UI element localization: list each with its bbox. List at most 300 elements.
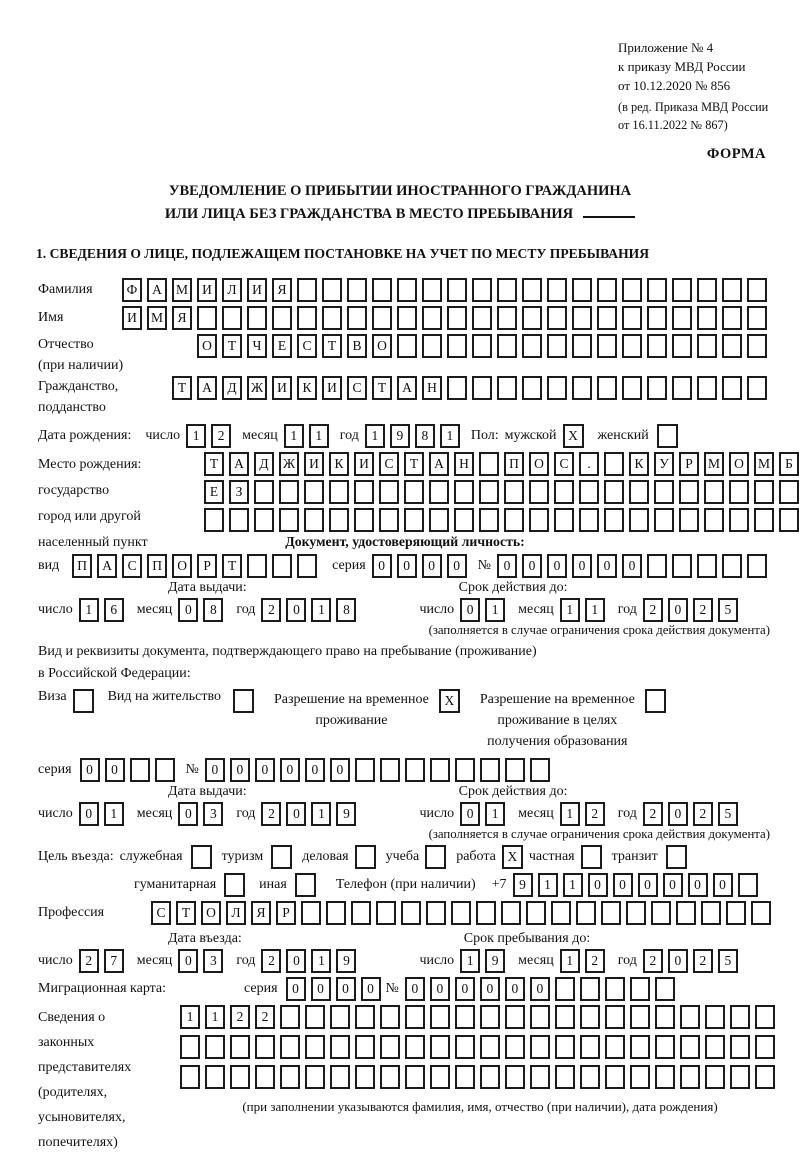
- char-cell[interactable]: [329, 508, 349, 532]
- char-cell[interactable]: [601, 901, 621, 925]
- char-cell[interactable]: Р: [197, 554, 217, 578]
- char-cell[interactable]: 0: [572, 554, 592, 578]
- char-cell[interactable]: Е: [272, 334, 292, 358]
- char-cell[interactable]: И: [322, 376, 342, 400]
- char-cell[interactable]: [554, 480, 574, 504]
- char-cell[interactable]: [472, 376, 492, 400]
- char-cell[interactable]: [655, 1035, 675, 1059]
- char-cell[interactable]: [422, 334, 442, 358]
- char-cell[interactable]: [130, 758, 150, 782]
- char-cell[interactable]: [529, 508, 549, 532]
- char-cell[interactable]: [326, 901, 346, 925]
- char-cell[interactable]: У: [654, 452, 674, 476]
- char-cell[interactable]: [501, 901, 521, 925]
- char-cell[interactable]: С: [347, 376, 367, 400]
- char-cell[interactable]: 0: [178, 598, 198, 622]
- char-cell[interactable]: [429, 508, 449, 532]
- char-cell[interactable]: [522, 306, 542, 330]
- char-cell[interactable]: [447, 278, 467, 302]
- char-cell[interactable]: [755, 1065, 775, 1089]
- char-cell[interactable]: 0: [286, 802, 306, 826]
- char-cell[interactable]: [304, 508, 324, 532]
- char-cell[interactable]: [555, 1035, 575, 1059]
- char-cell[interactable]: И: [272, 376, 292, 400]
- char-cell[interactable]: [479, 452, 499, 476]
- char-cell[interactable]: 1: [180, 1005, 200, 1029]
- char-cell[interactable]: [430, 1035, 450, 1059]
- char-cell[interactable]: [572, 334, 592, 358]
- char-cell[interactable]: [401, 901, 421, 925]
- char-cell[interactable]: [279, 508, 299, 532]
- char-cell[interactable]: [405, 1005, 425, 1029]
- char-cell[interactable]: Т: [322, 334, 342, 358]
- char-cell[interactable]: 0: [447, 554, 467, 578]
- char-cell[interactable]: [355, 1035, 375, 1059]
- char-cell[interactable]: 9: [485, 949, 505, 973]
- char-cell[interactable]: [429, 480, 449, 504]
- char-cell[interactable]: [447, 376, 467, 400]
- char-cell[interactable]: 2: [255, 1005, 275, 1029]
- char-cell[interactable]: [372, 278, 392, 302]
- char-cell[interactable]: [254, 480, 274, 504]
- char-cell[interactable]: 2: [79, 949, 99, 973]
- char-cell[interactable]: Я: [172, 306, 192, 330]
- char-cell[interactable]: 1: [485, 802, 505, 826]
- char-cell[interactable]: [279, 480, 299, 504]
- char-cell[interactable]: 3: [203, 802, 223, 826]
- char-cell[interactable]: [626, 901, 646, 925]
- char-cell[interactable]: 2: [585, 802, 605, 826]
- char-cell[interactable]: [576, 901, 596, 925]
- char-cell[interactable]: [747, 278, 767, 302]
- char-cell[interactable]: 9: [513, 873, 533, 897]
- char-cell[interactable]: [205, 1035, 225, 1059]
- char-cell[interactable]: 5: [718, 598, 738, 622]
- char-cell[interactable]: 0: [405, 977, 425, 1001]
- char-cell[interactable]: [547, 334, 567, 358]
- char-cell[interactable]: [672, 376, 692, 400]
- char-cell[interactable]: [522, 334, 542, 358]
- char-cell[interactable]: Д: [222, 376, 242, 400]
- char-cell[interactable]: [430, 1065, 450, 1089]
- char-cell[interactable]: [247, 306, 267, 330]
- char-cell[interactable]: 0: [311, 977, 331, 1001]
- char-cell[interactable]: [454, 480, 474, 504]
- char-cell[interactable]: [354, 480, 374, 504]
- char-cell[interactable]: 3: [203, 949, 223, 973]
- char-cell[interactable]: 0: [336, 977, 356, 1001]
- char-cell[interactable]: [630, 1035, 650, 1059]
- char-cell[interactable]: С: [379, 452, 399, 476]
- char-cell[interactable]: 0: [668, 598, 688, 622]
- char-cell[interactable]: 1: [560, 802, 580, 826]
- char-cell[interactable]: 0: [547, 554, 567, 578]
- char-cell[interactable]: [705, 1005, 725, 1029]
- char-cell[interactable]: [572, 278, 592, 302]
- char-cell[interactable]: [722, 376, 742, 400]
- char-cell[interactable]: [472, 278, 492, 302]
- char-cell[interactable]: Т: [404, 452, 424, 476]
- char-cell[interactable]: [579, 480, 599, 504]
- char-cell[interactable]: А: [147, 278, 167, 302]
- char-cell[interactable]: [722, 306, 742, 330]
- char-cell[interactable]: 9: [336, 802, 356, 826]
- purpose-business-checkbox[interactable]: [355, 845, 376, 869]
- char-cell[interactable]: [380, 1065, 400, 1089]
- char-cell[interactable]: 0: [372, 554, 392, 578]
- char-cell[interactable]: 1: [538, 873, 558, 897]
- char-cell[interactable]: [629, 480, 649, 504]
- char-cell[interactable]: [655, 977, 675, 1001]
- char-cell[interactable]: [605, 1005, 625, 1029]
- char-cell[interactable]: [205, 1065, 225, 1089]
- char-cell[interactable]: [651, 901, 671, 925]
- char-cell[interactable]: [751, 901, 771, 925]
- char-cell[interactable]: 0: [330, 758, 350, 782]
- char-cell[interactable]: [505, 1065, 525, 1089]
- char-cell[interactable]: [697, 376, 717, 400]
- char-cell[interactable]: [505, 1035, 525, 1059]
- char-cell[interactable]: [747, 334, 767, 358]
- char-cell[interactable]: 2: [693, 802, 713, 826]
- char-cell[interactable]: Б: [779, 452, 799, 476]
- char-cell[interactable]: [272, 306, 292, 330]
- char-cell[interactable]: Ж: [279, 452, 299, 476]
- char-cell[interactable]: [422, 278, 442, 302]
- char-cell[interactable]: 0: [105, 758, 125, 782]
- char-cell[interactable]: [747, 306, 767, 330]
- char-cell[interactable]: [679, 480, 699, 504]
- char-cell[interactable]: [551, 901, 571, 925]
- char-cell[interactable]: [347, 278, 367, 302]
- char-cell[interactable]: [480, 1065, 500, 1089]
- char-cell[interactable]: О: [729, 452, 749, 476]
- char-cell[interactable]: 9: [336, 949, 356, 973]
- char-cell[interactable]: М: [704, 452, 724, 476]
- char-cell[interactable]: 2: [693, 949, 713, 973]
- char-cell[interactable]: [729, 508, 749, 532]
- char-cell[interactable]: [630, 1005, 650, 1029]
- char-cell[interactable]: [655, 1005, 675, 1029]
- char-cell[interactable]: П: [147, 554, 167, 578]
- char-cell[interactable]: [629, 508, 649, 532]
- purpose-official-checkbox[interactable]: [191, 845, 212, 869]
- char-cell[interactable]: [679, 508, 699, 532]
- char-cell[interactable]: 2: [585, 949, 605, 973]
- char-cell[interactable]: [680, 1005, 700, 1029]
- char-cell[interactable]: М: [147, 306, 167, 330]
- char-cell[interactable]: Е: [204, 480, 224, 504]
- char-cell[interactable]: 8: [415, 424, 435, 448]
- purpose-work-checkbox[interactable]: X: [502, 845, 523, 869]
- char-cell[interactable]: [322, 306, 342, 330]
- purpose-tourism-checkbox[interactable]: [271, 845, 292, 869]
- char-cell[interactable]: [672, 554, 692, 578]
- char-cell[interactable]: [530, 1065, 550, 1089]
- char-cell[interactable]: [304, 480, 324, 504]
- char-cell[interactable]: З: [229, 480, 249, 504]
- char-cell[interactable]: 1: [585, 598, 605, 622]
- char-cell[interactable]: [730, 1005, 750, 1029]
- char-cell[interactable]: [422, 306, 442, 330]
- char-cell[interactable]: [597, 306, 617, 330]
- char-cell[interactable]: 1: [205, 1005, 225, 1029]
- char-cell[interactable]: 1: [79, 598, 99, 622]
- char-cell[interactable]: 0: [80, 758, 100, 782]
- char-cell[interactable]: [272, 554, 292, 578]
- char-cell[interactable]: [604, 480, 624, 504]
- char-cell[interactable]: 0: [505, 977, 525, 1001]
- char-cell[interactable]: А: [97, 554, 117, 578]
- char-cell[interactable]: [455, 1035, 475, 1059]
- temp-permit-checkbox[interactable]: X: [439, 689, 460, 713]
- char-cell[interactable]: [451, 901, 471, 925]
- char-cell[interactable]: [454, 508, 474, 532]
- visa-checkbox[interactable]: [73, 689, 94, 713]
- char-cell[interactable]: К: [297, 376, 317, 400]
- char-cell[interactable]: [729, 480, 749, 504]
- char-cell[interactable]: [447, 334, 467, 358]
- char-cell[interactable]: [547, 306, 567, 330]
- char-cell[interactable]: [730, 1065, 750, 1089]
- char-cell[interactable]: [497, 306, 517, 330]
- purpose-private-checkbox[interactable]: [581, 845, 602, 869]
- char-cell[interactable]: 0: [286, 598, 306, 622]
- char-cell[interactable]: Ф: [122, 278, 142, 302]
- char-cell[interactable]: 0: [205, 758, 225, 782]
- char-cell[interactable]: 0: [588, 873, 608, 897]
- char-cell[interactable]: [379, 480, 399, 504]
- char-cell[interactable]: [355, 758, 375, 782]
- char-cell[interactable]: [647, 554, 667, 578]
- char-cell[interactable]: [697, 306, 717, 330]
- char-cell[interactable]: [680, 1065, 700, 1089]
- char-cell[interactable]: [430, 758, 450, 782]
- char-cell[interactable]: 1: [560, 949, 580, 973]
- char-cell[interactable]: 2: [643, 802, 663, 826]
- char-cell[interactable]: [476, 901, 496, 925]
- char-cell[interactable]: [155, 758, 175, 782]
- char-cell[interactable]: К: [629, 452, 649, 476]
- char-cell[interactable]: [529, 480, 549, 504]
- char-cell[interactable]: [555, 1005, 575, 1029]
- char-cell[interactable]: [522, 376, 542, 400]
- char-cell[interactable]: [726, 901, 746, 925]
- char-cell[interactable]: 0: [280, 758, 300, 782]
- char-cell[interactable]: 2: [261, 802, 281, 826]
- char-cell[interactable]: 1: [186, 424, 206, 448]
- char-cell[interactable]: 0: [430, 977, 450, 1001]
- char-cell[interactable]: 0: [255, 758, 275, 782]
- char-cell[interactable]: [580, 1065, 600, 1089]
- char-cell[interactable]: [280, 1035, 300, 1059]
- char-cell[interactable]: [455, 1065, 475, 1089]
- char-cell[interactable]: 1: [311, 802, 331, 826]
- char-cell[interactable]: 0: [79, 802, 99, 826]
- char-cell[interactable]: [322, 278, 342, 302]
- char-cell[interactable]: [697, 278, 717, 302]
- char-cell[interactable]: [380, 758, 400, 782]
- char-cell[interactable]: [330, 1065, 350, 1089]
- char-cell[interactable]: [505, 1005, 525, 1029]
- char-cell[interactable]: 0: [638, 873, 658, 897]
- char-cell[interactable]: 1: [440, 424, 460, 448]
- char-cell[interactable]: [647, 306, 667, 330]
- char-cell[interactable]: О: [372, 334, 392, 358]
- char-cell[interactable]: [372, 306, 392, 330]
- char-cell[interactable]: И: [304, 452, 324, 476]
- char-cell[interactable]: 0: [668, 949, 688, 973]
- char-cell[interactable]: 0: [480, 977, 500, 1001]
- char-cell[interactable]: [472, 334, 492, 358]
- char-cell[interactable]: [597, 334, 617, 358]
- char-cell[interactable]: [197, 306, 217, 330]
- char-cell[interactable]: [455, 758, 475, 782]
- char-cell[interactable]: 0: [305, 758, 325, 782]
- char-cell[interactable]: 1: [560, 598, 580, 622]
- char-cell[interactable]: [701, 901, 721, 925]
- char-cell[interactable]: 1: [309, 424, 329, 448]
- char-cell[interactable]: [180, 1065, 200, 1089]
- char-cell[interactable]: 0: [497, 554, 517, 578]
- char-cell[interactable]: [555, 1065, 575, 1089]
- char-cell[interactable]: [605, 1065, 625, 1089]
- char-cell[interactable]: [676, 901, 696, 925]
- char-cell[interactable]: [604, 452, 624, 476]
- char-cell[interactable]: [754, 508, 774, 532]
- char-cell[interactable]: [672, 278, 692, 302]
- char-cell[interactable]: 0: [397, 554, 417, 578]
- char-cell[interactable]: [455, 1005, 475, 1029]
- char-cell[interactable]: [472, 306, 492, 330]
- char-cell[interactable]: [397, 278, 417, 302]
- char-cell[interactable]: 1: [365, 424, 385, 448]
- char-cell[interactable]: [722, 554, 742, 578]
- char-cell[interactable]: [380, 1005, 400, 1029]
- char-cell[interactable]: 1: [104, 802, 124, 826]
- char-cell[interactable]: [222, 306, 242, 330]
- char-cell[interactable]: 0: [178, 802, 198, 826]
- char-cell[interactable]: А: [397, 376, 417, 400]
- char-cell[interactable]: Я: [272, 278, 292, 302]
- char-cell[interactable]: 0: [530, 977, 550, 1001]
- char-cell[interactable]: [697, 554, 717, 578]
- char-cell[interactable]: П: [72, 554, 92, 578]
- char-cell[interactable]: О: [529, 452, 549, 476]
- char-cell[interactable]: [379, 508, 399, 532]
- sex-female-checkbox[interactable]: [657, 424, 678, 448]
- char-cell[interactable]: 0: [460, 802, 480, 826]
- char-cell[interactable]: [580, 1005, 600, 1029]
- char-cell[interactable]: [580, 977, 600, 1001]
- char-cell[interactable]: 0: [622, 554, 642, 578]
- char-cell[interactable]: [738, 873, 758, 897]
- char-cell[interactable]: [547, 278, 567, 302]
- char-cell[interactable]: О: [197, 334, 217, 358]
- purpose-humanitarian-checkbox[interactable]: [224, 873, 245, 897]
- char-cell[interactable]: 0: [597, 554, 617, 578]
- char-cell[interactable]: 0: [713, 873, 733, 897]
- char-cell[interactable]: [580, 1035, 600, 1059]
- char-cell[interactable]: С: [151, 901, 171, 925]
- char-cell[interactable]: [630, 1065, 650, 1089]
- char-cell[interactable]: 6: [104, 598, 124, 622]
- char-cell[interactable]: 8: [203, 598, 223, 622]
- char-cell[interactable]: [704, 508, 724, 532]
- char-cell[interactable]: Л: [222, 278, 242, 302]
- char-cell[interactable]: 2: [643, 949, 663, 973]
- char-cell[interactable]: С: [122, 554, 142, 578]
- char-cell[interactable]: [297, 306, 317, 330]
- char-cell[interactable]: И: [122, 306, 142, 330]
- char-cell[interactable]: [480, 1005, 500, 1029]
- char-cell[interactable]: Ч: [247, 334, 267, 358]
- char-cell[interactable]: 2: [211, 424, 231, 448]
- char-cell[interactable]: Т: [222, 554, 242, 578]
- char-cell[interactable]: [597, 376, 617, 400]
- char-cell[interactable]: Р: [679, 452, 699, 476]
- char-cell[interactable]: [280, 1065, 300, 1089]
- char-cell[interactable]: [605, 1035, 625, 1059]
- char-cell[interactable]: [247, 554, 267, 578]
- char-cell[interactable]: [622, 306, 642, 330]
- char-cell[interactable]: Т: [172, 376, 192, 400]
- char-cell[interactable]: [354, 508, 374, 532]
- char-cell[interactable]: [404, 480, 424, 504]
- char-cell[interactable]: [579, 508, 599, 532]
- char-cell[interactable]: 0: [286, 977, 306, 1001]
- char-cell[interactable]: [672, 334, 692, 358]
- char-cell[interactable]: [654, 508, 674, 532]
- char-cell[interactable]: М: [172, 278, 192, 302]
- char-cell[interactable]: [747, 554, 767, 578]
- char-cell[interactable]: [530, 1005, 550, 1029]
- char-cell[interactable]: [672, 306, 692, 330]
- char-cell[interactable]: А: [197, 376, 217, 400]
- char-cell[interactable]: 0: [522, 554, 542, 578]
- char-cell[interactable]: [297, 554, 317, 578]
- char-cell[interactable]: [755, 1005, 775, 1029]
- char-cell[interactable]: [779, 508, 799, 532]
- char-cell[interactable]: 1: [284, 424, 304, 448]
- char-cell[interactable]: [522, 278, 542, 302]
- char-cell[interactable]: [347, 306, 367, 330]
- char-cell[interactable]: 0: [286, 949, 306, 973]
- char-cell[interactable]: [480, 1035, 500, 1059]
- char-cell[interactable]: [705, 1065, 725, 1089]
- char-cell[interactable]: [555, 977, 575, 1001]
- char-cell[interactable]: [647, 278, 667, 302]
- char-cell[interactable]: [355, 1065, 375, 1089]
- char-cell[interactable]: Н: [454, 452, 474, 476]
- char-cell[interactable]: Ж: [247, 376, 267, 400]
- char-cell[interactable]: [397, 334, 417, 358]
- char-cell[interactable]: [622, 278, 642, 302]
- char-cell[interactable]: [255, 1065, 275, 1089]
- char-cell[interactable]: [180, 1035, 200, 1059]
- char-cell[interactable]: [747, 376, 767, 400]
- char-cell[interactable]: 0: [668, 802, 688, 826]
- char-cell[interactable]: Т: [176, 901, 196, 925]
- char-cell[interactable]: [447, 306, 467, 330]
- char-cell[interactable]: 2: [693, 598, 713, 622]
- residence-permit-checkbox[interactable]: [233, 689, 254, 713]
- char-cell[interactable]: 7: [104, 949, 124, 973]
- char-cell[interactable]: [376, 901, 396, 925]
- char-cell[interactable]: [504, 480, 524, 504]
- char-cell[interactable]: [305, 1065, 325, 1089]
- char-cell[interactable]: [204, 508, 224, 532]
